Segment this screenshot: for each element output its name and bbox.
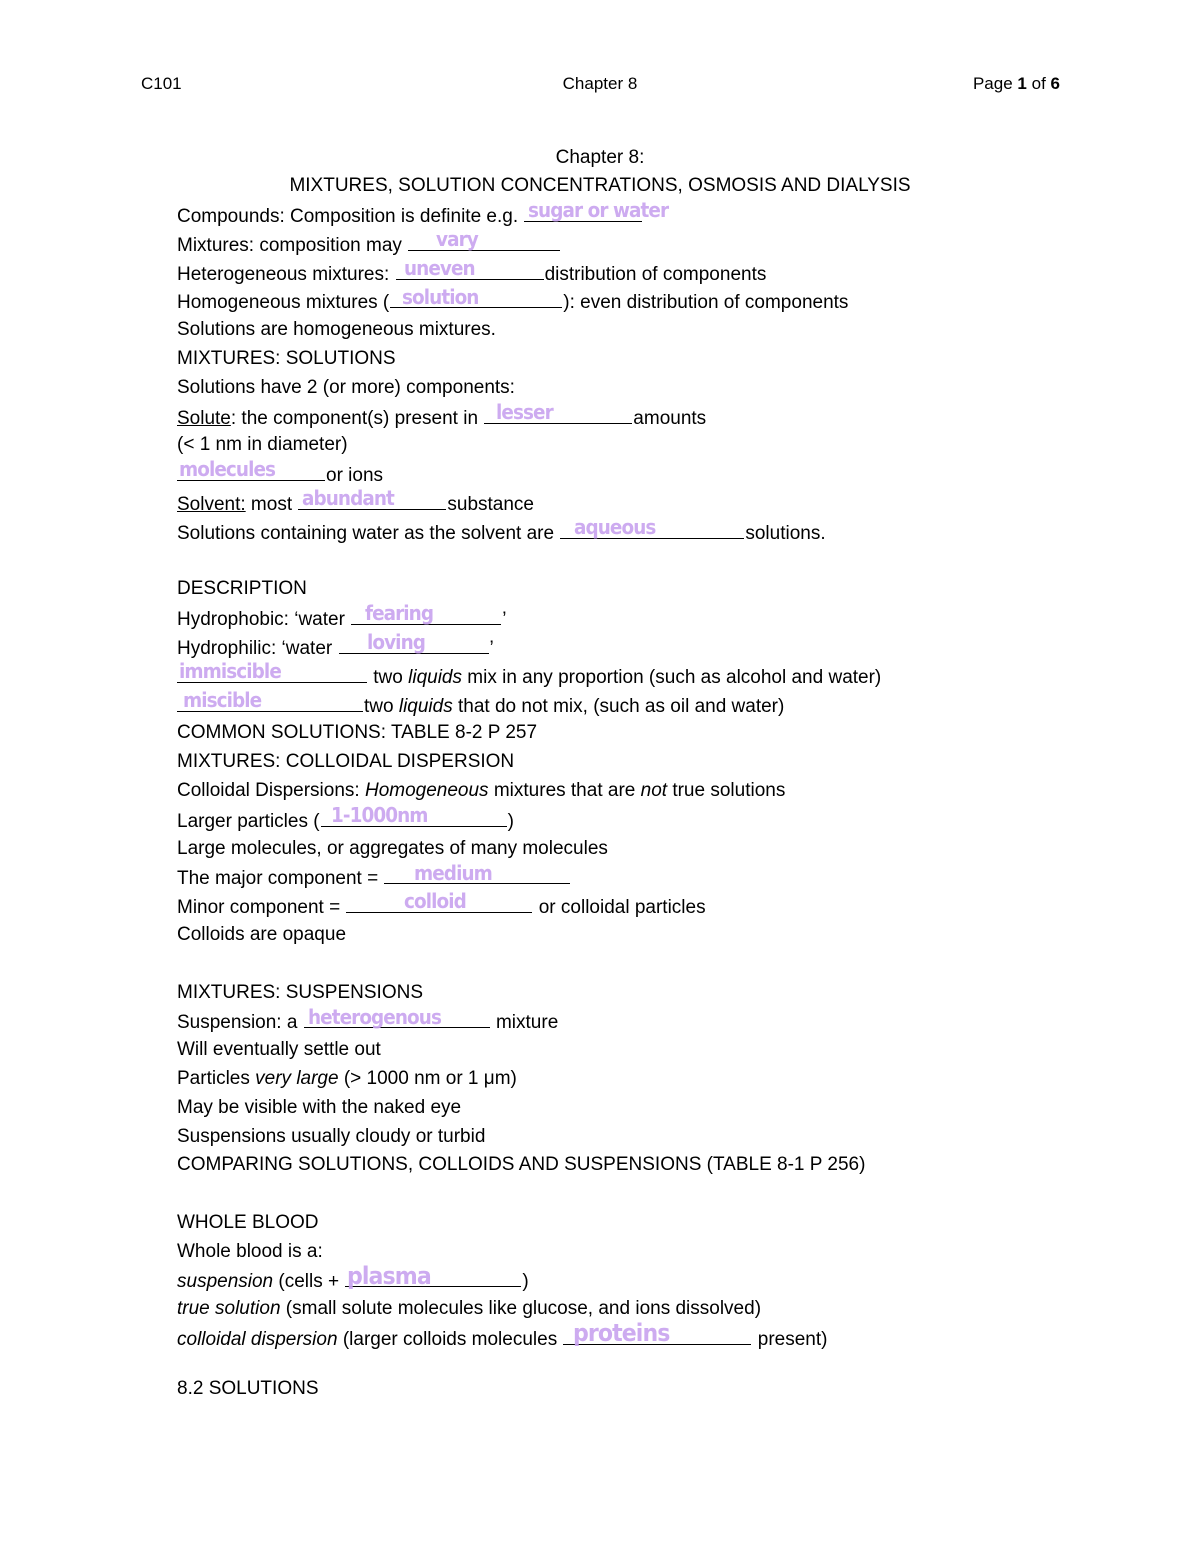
blank-proteins[interactable] xyxy=(563,1319,751,1348)
blank-fearing[interactable] xyxy=(351,601,501,626)
answer-text: 1-1000nm xyxy=(330,802,428,827)
blank-abundant[interactable] xyxy=(298,486,446,511)
blank-colloid[interactable] xyxy=(346,889,532,914)
line-particles: Particles very large (> 1000 nm or 1 μm) xyxy=(177,1067,517,1089)
line-large-molecules: Large molecules, or aggregates of many molecules xyxy=(177,837,608,859)
spacer xyxy=(177,1353,1137,1375)
answer-text: solution xyxy=(402,284,479,309)
heading-section-8-2: 8.2 SOLUTIONS xyxy=(177,1377,319,1399)
blank-heterogenous[interactable] xyxy=(304,1004,490,1029)
spacer xyxy=(177,1180,1137,1209)
line-aqueous: Solutions containing water as the solvent are aqueous solutions. xyxy=(177,514,826,544)
answer-text: fearing xyxy=(365,601,434,626)
blank-loving[interactable] xyxy=(339,630,489,655)
line-true-solution: true solution (small solute molecules like glucose, and ions dissolved) xyxy=(177,1298,762,1320)
line-suspension-cells: suspension (cells + plasma ) xyxy=(177,1261,529,1293)
line-common-solutions: COMMON SOLUTIONS: TABLE 8-2 P 257 xyxy=(177,722,538,744)
blank-lesser[interactable] xyxy=(484,399,632,424)
line-solvent: Solvent: most abundant substance xyxy=(177,486,535,515)
line-major-component: The major component = medium xyxy=(177,863,1137,892)
line-or-ions: molecules or ions xyxy=(179,457,384,487)
answer-text: sugar or water xyxy=(528,198,669,223)
line-colloidal-dispersion: colloidal dispersion (larger colloids molecules proteins present) xyxy=(177,1319,828,1351)
spacer xyxy=(177,547,1137,576)
line-mixtures: Mixtures: composition may vary xyxy=(177,230,1137,259)
blank-miscible[interactable] xyxy=(177,687,363,712)
answer-text: colloid xyxy=(404,889,467,914)
blank-plasma[interactable] xyxy=(345,1261,521,1290)
blank-medium[interactable] xyxy=(384,860,570,885)
line-compounds: Compounds: Composition is definite e.g. sugar or water xyxy=(177,198,669,227)
line-suspension: Suspension: a heterogenous mixture xyxy=(177,1004,559,1034)
answer-text: uneven xyxy=(403,255,475,280)
answer-text: medium xyxy=(414,860,493,885)
line-comparing: COMPARING SOLUTIONS, COLLOIDS AND SUSPENSIONS (TABLE 8-1 P 256) xyxy=(177,1154,866,1176)
chapter-header: Chapter 8 xyxy=(562,74,638,93)
line-miscible: immiscible two liquids mix in any proportion (such as alcohol and water) xyxy=(179,658,882,688)
blank-immiscible[interactable] xyxy=(177,658,367,683)
heading-suspensions: MIXTURES: SUSPENSIONS xyxy=(177,981,423,1003)
heading-description: DESCRIPTION xyxy=(177,578,307,600)
worksheet-body xyxy=(177,198,1137,1404)
line-homogeneous: Homogeneous mixtures ( solution ): even distribution of components xyxy=(177,284,849,314)
blank-example[interactable] xyxy=(524,198,669,223)
chapter-subtitle: MIXTURES, SOLUTION CONCENTRATIONS, OSMOSIS AND DIALYSIS xyxy=(289,175,911,196)
line-cloudy: Suspensions usually cloudy or turbid xyxy=(177,1125,486,1147)
blank-vary[interactable] xyxy=(408,227,560,251)
heading-mixtures-solutions: MIXTURES: SOLUTIONS xyxy=(177,347,396,369)
answer-text: aqueous xyxy=(574,514,656,539)
answer-text: immiscible xyxy=(179,658,281,683)
answer-text: heterogenous xyxy=(307,1004,441,1029)
blank-solution[interactable] xyxy=(390,284,562,309)
line-immiscible: miscible two liquids that do not mix, (such as oil and water) xyxy=(177,691,1137,720)
answer-text: miscible xyxy=(183,687,262,712)
line-hydrophilic: Hydrophilic: ‘water loving ’ xyxy=(177,630,494,659)
course-code: C101 xyxy=(141,74,182,93)
answer-text: plasma xyxy=(347,1261,432,1290)
line-visible: May be visible with the naked eye xyxy=(177,1096,462,1118)
blank-uneven[interactable] xyxy=(396,255,544,280)
line-solute: Solute: the component(s) present in lesser amounts xyxy=(177,399,707,429)
chapter-title: Chapter 8: xyxy=(555,147,645,168)
document-title xyxy=(0,144,1200,200)
answer-text: proteins xyxy=(573,1319,670,1348)
line-heterogeneous: Heterogeneous mixtures: uneven distribution of components xyxy=(177,255,767,285)
line-larger-particles: Larger particles ( 1-1000nm ) xyxy=(177,802,514,832)
line-settle: Will eventually settle out xyxy=(177,1039,381,1061)
blank-aqueous[interactable] xyxy=(560,514,744,539)
heading-whole-blood: WHOLE BLOOD xyxy=(177,1211,319,1233)
line-colloids-opaque: Colloids are opaque xyxy=(177,923,347,945)
blank-size[interactable] xyxy=(321,802,507,827)
line-blood-is: Whole blood is a: xyxy=(177,1240,323,1262)
answer-text: lesser xyxy=(496,399,554,424)
line-hydrophobic: Hydrophobic: ‘water fearing ’ xyxy=(177,601,507,631)
heading-colloidal-dispersion: MIXTURES: COLLOIDAL DISPERSION xyxy=(177,751,515,773)
spacer xyxy=(177,950,1137,979)
line-two-components: Solutions have 2 (or more) components: xyxy=(177,376,515,398)
line-diameter: (< 1 nm in diameter) xyxy=(177,434,348,456)
answer-text: molecules xyxy=(179,457,276,482)
answer-text: loving xyxy=(366,630,425,655)
line-minor-component: Minor component = colloid or colloidal particles xyxy=(177,889,706,919)
line-colloid-definition: Colloidal Dispersions: Homogeneous mixtures that are not true solutions xyxy=(177,779,786,801)
page-indicator: Page 1 of 6 xyxy=(972,74,1060,93)
line-solutions-homogeneous: Solutions are homogeneous mixtures. xyxy=(177,319,496,341)
answer-text: vary xyxy=(436,227,478,251)
answer-text: abundant xyxy=(302,486,395,511)
